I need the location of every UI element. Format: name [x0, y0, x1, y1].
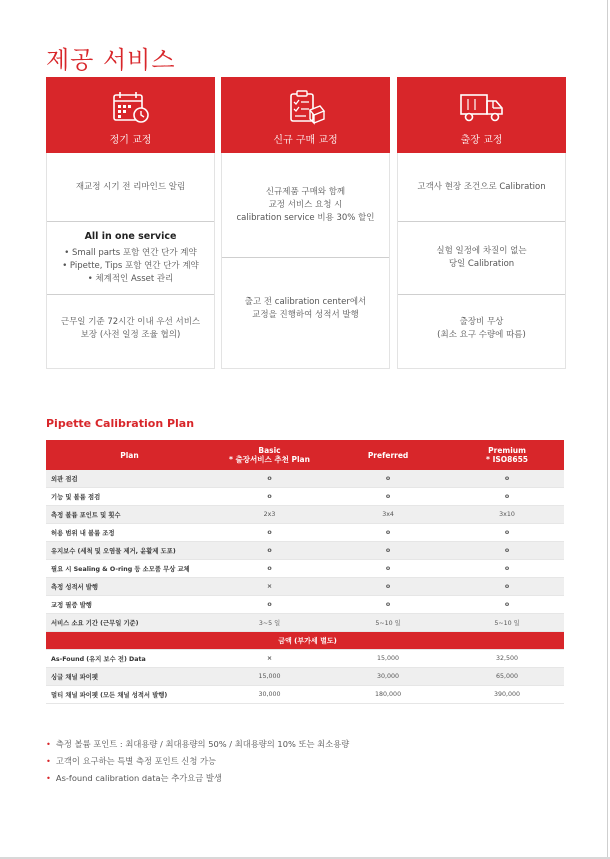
- row-label: 싱글 채널 파이펫: [46, 668, 208, 686]
- row-value: 30,000: [326, 668, 445, 686]
- row-value: 32,500: [445, 650, 564, 668]
- service-cell: 근무일 기준 72시간 이내 우선 서비스 보장 (사전 일정 조율 협의): [47, 294, 214, 362]
- service-cell: 고객사 현장 조건으로 Calibration: [417, 181, 546, 192]
- service-card-header: [46, 77, 215, 153]
- row-value: 5~10 일: [326, 614, 445, 632]
- row-value: 180,000: [326, 686, 445, 704]
- note-item: • 고객이 요구하는 특별 측정 포인트 신청 가능: [46, 756, 216, 766]
- plan-table: [46, 440, 564, 704]
- row-value: 3~5 일: [208, 614, 326, 632]
- row-value: o: [208, 560, 326, 578]
- table-row: [46, 560, 564, 578]
- row-value: o: [445, 542, 564, 560]
- row-value: o: [326, 560, 445, 578]
- page-title: 제공 서비스: [46, 46, 176, 74]
- row-value: o: [326, 578, 445, 596]
- row-value: 5~10 일: [445, 614, 564, 632]
- note-item: • 측정 볼륨 포인트 : 최대용량 / 최대용량의 50% / 최대용량의 10% 또는 최소용량: [46, 739, 350, 749]
- row-value: o: [326, 524, 445, 542]
- page-edge-right: [607, 0, 608, 859]
- row-value: 390,000: [445, 686, 564, 704]
- service-cell: 신규제품 구매와 함께 교정 서비스 요청 시 calibration service 비용 30% 할인: [236, 186, 375, 223]
- service-card-header: [397, 77, 566, 153]
- row-value: 2x3: [208, 506, 326, 524]
- service-title: 정기 교정: [109, 135, 152, 146]
- price-section-label: 금액 (부가세 별도): [46, 632, 564, 650]
- row-label: 허용 범위 내 볼륨 조정: [46, 524, 208, 542]
- plan-header-basic: Basic * 출장서비스 추천 Plan: [208, 440, 326, 470]
- note-item: • As-found calibration data는 추가요금 발생: [46, 773, 222, 783]
- price-section-header: [46, 632, 564, 650]
- row-label: 외관 점검: [46, 470, 208, 488]
- row-value: o: [445, 560, 564, 578]
- service-cell-heading: All in one service: [84, 231, 177, 242]
- plan-header-label: Plan: [46, 440, 208, 470]
- row-value: ×: [208, 578, 326, 596]
- row-label: 필요 시 Sealing & O-ring 등 소모품 무상 교체: [46, 560, 208, 578]
- service-cell: All in one service • Small parts 포함 연간 단가 계약 • Pipette, Tips 포함 연간 단가 계약 • 체계적인 Asset 관리: [47, 221, 214, 294]
- table-row: [46, 524, 564, 542]
- row-value: o: [445, 470, 564, 488]
- row-value: o: [326, 542, 445, 560]
- table-row: [46, 470, 564, 488]
- clipboard-checklist-icon: [286, 77, 326, 125]
- service-title: 출장 교정: [460, 135, 503, 146]
- row-value: o: [208, 542, 326, 560]
- truck-icon: [458, 77, 506, 125]
- row-value: o: [208, 524, 326, 542]
- row-value: o: [445, 578, 564, 596]
- row-label: 측정 볼륨 포인트 및 횟수: [46, 506, 208, 524]
- table-row: [46, 578, 564, 596]
- service-cell: 실험 일정에 차질이 없는 당일 Calibration: [398, 221, 565, 294]
- row-label: 교정 필증 발행: [46, 596, 208, 614]
- row-value: o: [326, 596, 445, 614]
- plan-header-preferred: Preferred: [326, 440, 445, 470]
- row-value: o: [208, 470, 326, 488]
- row-value: o: [445, 488, 564, 506]
- row-label: 기능 및 볼륨 점검: [46, 488, 208, 506]
- notes-list: [46, 736, 349, 787]
- row-label: 서비스 소요 기간 (근무일 기준): [46, 614, 208, 632]
- service-card-onsite: [397, 77, 566, 369]
- row-value: ×: [208, 650, 326, 668]
- service-card-header: [221, 77, 390, 153]
- table-row: [46, 686, 564, 704]
- row-value: o: [326, 470, 445, 488]
- row-value: o: [326, 488, 445, 506]
- table-row: [46, 596, 564, 614]
- table-row: [46, 488, 564, 506]
- row-label: 유지보수 (세척 및 오염물 제거, 윤활제 도포): [46, 542, 208, 560]
- row-value: o: [208, 488, 326, 506]
- row-label: As-Found (유지 보수 전) Data: [46, 650, 208, 668]
- service-cell: 재교정 시기 전 리마인드 알림: [75, 181, 186, 192]
- service-card-new-purchase: [221, 77, 390, 369]
- calendar-icon: [111, 77, 151, 125]
- plan-section-title: Pipette Calibration Plan: [46, 417, 195, 430]
- row-value: 15,000: [326, 650, 445, 668]
- table-row: [46, 614, 564, 632]
- row-value: o: [445, 596, 564, 614]
- table-row: [46, 542, 564, 560]
- table-row: [46, 668, 564, 686]
- service-cell: 출장비 무상 (최소 요구 수량에 따름): [398, 294, 565, 362]
- plan-header-premium: Premium * ISO8655: [445, 440, 564, 470]
- service-title: 신규 구매 교정: [273, 135, 338, 146]
- row-value: 3x10: [445, 506, 564, 524]
- table-row: [46, 506, 564, 524]
- row-value: 15,000: [208, 668, 326, 686]
- row-value: 30,000: [208, 686, 326, 704]
- row-value: o: [208, 596, 326, 614]
- row-label: 멀티 채널 파이펫 (모든 채널 성적서 발행): [46, 686, 208, 704]
- row-value: 65,000: [445, 668, 564, 686]
- plan-table-header: [46, 440, 564, 470]
- table-row: [46, 650, 564, 668]
- row-value: o: [445, 524, 564, 542]
- row-value: 3x4: [326, 506, 445, 524]
- service-cell: 출고 전 calibration center에서 교정을 진행하여 성적서 발행: [222, 257, 389, 359]
- row-label: 측정 성적서 발행: [46, 578, 208, 596]
- service-card-regular: [46, 77, 215, 369]
